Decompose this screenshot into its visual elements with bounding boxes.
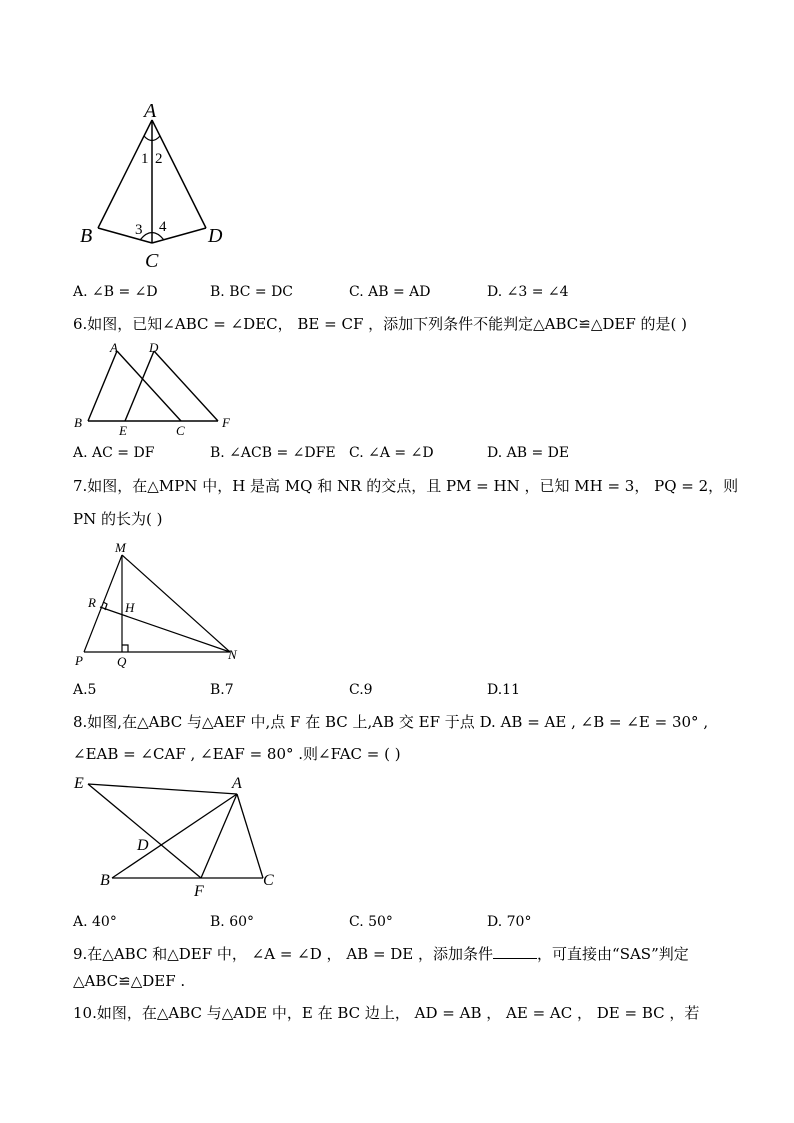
q8-option-a[interactable]: A. 40° bbox=[73, 914, 117, 930]
q7-options bbox=[73, 682, 733, 702]
label-a: A bbox=[144, 100, 157, 122]
label-c: C bbox=[176, 423, 185, 438]
label-angle-2: 2 bbox=[155, 151, 163, 167]
segment-ab bbox=[88, 351, 117, 421]
q8-option-c[interactable]: C. 50° bbox=[349, 914, 393, 930]
q6-options bbox=[73, 445, 733, 465]
label-c: C bbox=[145, 250, 159, 272]
q5-option-c[interactable]: C. AB = AD bbox=[349, 284, 431, 300]
q7-question-line1: 7.如图，在△MPN 中，H 是高 MQ 和 NR 的交点，且 PM = HN ，已知 MH = 3， PQ = 2，则 bbox=[73, 477, 739, 495]
q5-options bbox=[73, 284, 733, 304]
segment-ea bbox=[88, 784, 237, 794]
label-angle-4: 4 bbox=[159, 219, 167, 235]
q8-question-line2: ∠EAB = ∠CAF , ∠EAF = 80° .则∠FAC = ( ) bbox=[73, 745, 401, 763]
altitude-nr bbox=[100, 607, 230, 652]
q7-option-a[interactable]: A.5 bbox=[73, 682, 97, 698]
q6-option-d[interactable]: D. AB = DE bbox=[487, 445, 570, 461]
q7-option-b[interactable]: B.7 bbox=[210, 682, 234, 698]
segment-mn bbox=[122, 555, 230, 652]
label-d: D bbox=[137, 837, 149, 854]
label-c: C bbox=[263, 872, 274, 889]
label-e: E bbox=[119, 423, 127, 438]
label-a: A bbox=[232, 775, 242, 792]
label-angle-3: 3 bbox=[135, 222, 143, 238]
right-angle-mark-q bbox=[122, 645, 128, 652]
q5-option-a[interactable]: A. ∠B = ∠D bbox=[73, 284, 158, 300]
label-p: P bbox=[75, 653, 83, 668]
label-d: D bbox=[149, 340, 159, 355]
label-b: B bbox=[100, 872, 110, 889]
segment-ab bbox=[112, 794, 237, 878]
q6-option-a[interactable]: A. AC = DF bbox=[73, 445, 155, 461]
label-b: B bbox=[80, 225, 93, 247]
label-b: B bbox=[74, 415, 82, 430]
label-e: E bbox=[74, 775, 84, 792]
q9-answer-blank[interactable] bbox=[493, 944, 537, 959]
label-r: R bbox=[88, 595, 96, 610]
q6-option-b[interactable]: B. ∠ACB = ∠DFE bbox=[210, 445, 336, 461]
label-f: F bbox=[222, 415, 230, 430]
q7-question-line2: PN 的长为( ) bbox=[73, 510, 163, 528]
q8-figure bbox=[70, 768, 285, 903]
q8-question-line1: 8.如图,在△ABC 与△AEF 中,点 F 在 BC 上,AB 交 EF 于点 D. AB = AE , ∠B = ∠E = 30° , bbox=[73, 713, 709, 731]
label-m: M bbox=[115, 540, 126, 555]
q5-figure bbox=[70, 95, 240, 275]
q8-option-d[interactable]: D. 70° bbox=[487, 914, 532, 930]
q9-question-line1 bbox=[73, 943, 689, 964]
label-q: Q bbox=[117, 654, 127, 669]
q5-option-b[interactable]: B. BC = DC bbox=[210, 284, 294, 300]
q8-options bbox=[73, 914, 733, 934]
label-d: D bbox=[208, 225, 223, 247]
q7-figure bbox=[70, 535, 255, 670]
label-h: H bbox=[125, 600, 135, 615]
q6-option-c[interactable]: C. ∠A = ∠D bbox=[349, 445, 434, 461]
q9-question-line2: △ABC≌△DEF . bbox=[73, 972, 186, 990]
label-f: F bbox=[194, 883, 204, 900]
q10-question-line1: 10.如图，在△ABC 与△ADE 中，E 在 BC 边上， AD = AB ， AE = AC ， DE = BC ，若 bbox=[73, 1004, 700, 1022]
label-angle-1: 1 bbox=[141, 151, 149, 167]
q6-question: 6.如图，已知∠ABC = ∠DEC， BE = CF ，添加下列条件不能判定△ABC≌△DEF 的是( ) bbox=[73, 315, 687, 333]
q9-text-after-blank: ，可直接由“SAS”判定 bbox=[537, 945, 689, 963]
q7-option-d[interactable]: D.11 bbox=[487, 682, 520, 698]
label-n: N bbox=[228, 647, 237, 662]
q9-text-before-blank: 9.在△ABC 和△DEF 中， ∠A = ∠D ， AB = DE ，添加条件 bbox=[73, 945, 494, 963]
segment-ef bbox=[88, 784, 201, 878]
label-a: A bbox=[110, 340, 118, 355]
q6-figure bbox=[70, 338, 245, 438]
segment-df bbox=[154, 351, 218, 421]
q8-option-b[interactable]: B. 60° bbox=[210, 914, 255, 930]
q7-option-c[interactable]: C.9 bbox=[349, 682, 373, 698]
segment-ac bbox=[237, 794, 263, 878]
q5-option-d[interactable]: D. ∠3 = ∠4 bbox=[487, 284, 569, 300]
